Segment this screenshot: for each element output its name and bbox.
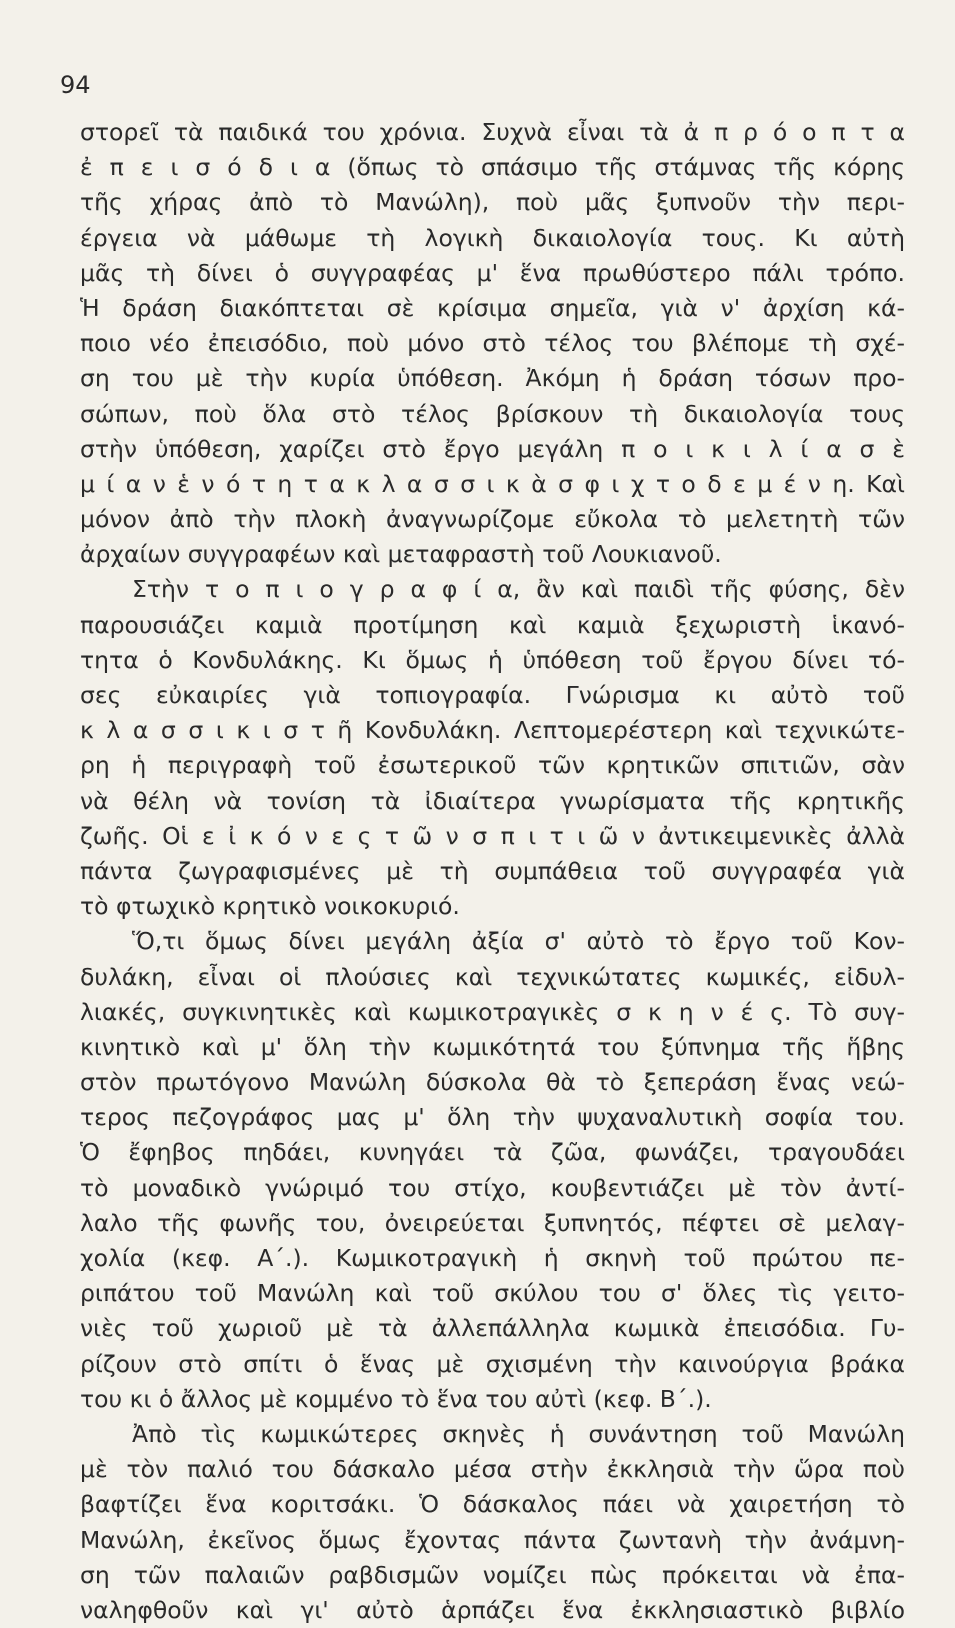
text-line: τὸ μοναδικὸ γνώριμό του στίχο, κουβεντιάζει μὲ τὸν ἀντί-: [80, 1173, 905, 1202]
text-line: ση του μὲ τὴν κυρία ὑπόθεση. Ἀκόμη ἡ δράση τόσων προ-: [80, 364, 905, 393]
text-line: στὴν ὑπόθεση, χαρίζει στὸ ἔργο μεγάλη π ο ι κ ι λ ί α σ ὲ: [80, 434, 905, 463]
text-line: χολία (κεφ. Α΄.). Κωμικοτραγικὴ ἡ σκηνὴ τοῦ πρώτου πε-: [80, 1244, 905, 1272]
text-line: Ἡ δράση διακόπτεται σὲ κρίσιμα σημεῖα, γιὰ ν' ἀρχίση κά-: [80, 293, 905, 322]
page-number: 94: [60, 71, 91, 99]
text-line: Μανώλη, ἐκεῖνος ὅμως ἔχοντας πάντα ζωντανὴ τὴν ἀνάμνη-: [80, 1525, 905, 1554]
text-line: μᾶς τὴ δίνει ὁ συγγραφέας μ' ἕνα πρωθύστερο πάλι τρόπο.: [80, 258, 905, 287]
text-line: κινητικὸ καὶ μ' ὅλη τὴν κωμικότητά του ξύπνημα τῆς ἥβης: [80, 1032, 905, 1061]
text-line: Στὴν τ ο π ι ο γ ρ α φ ί α, ἂν καὶ παιδὶ τῆς φύσης, δὲν: [132, 575, 905, 604]
text-line: σώπων, ποὺ ὅλα στὸ τέλος βρίσκουν τὴ δικαιολογία τους: [80, 399, 905, 428]
text-line: λιακές, συγκινητικὲς καὶ κωμικοτραγικὲς σ κ η ν έ ς. Τὸ συγ-: [80, 997, 905, 1026]
text-line: μ ί α ν ἑ ν ό τ η τ α κ λ α σ σ ι κ ὰ σ φ ι χ τ ο δ ε μ έ ν η. Καὶ: [80, 469, 905, 498]
text-line: μὲ τὸν παλιό του δάσκαλο μέσα στὴν ἐκκλησιὰ τὴν ὥρα ποὺ: [80, 1455, 905, 1484]
text-line: στορεῖ τὰ παιδικά του χρόνια. Συχνὰ εἶναι τὰ ἀ π ρ ό ο π τ α: [80, 118, 905, 146]
text-line: ζωῆς. Οἱ ε ἰ κ ό ν ε ς τ ῶ ν σ π ι τ ι ῶ ν ἀντικειμενικὲς ἀλλὰ: [80, 821, 905, 850]
text-line: νὰ θέλη νὰ τονίση τὰ ἰδιαίτερα γνωρίσματα τῆς κρητικῆς: [80, 786, 905, 815]
text-line: ριπάτου τοῦ Μανώλη καὶ τοῦ σκύλου του σ' ὅλες τὶς γειτο-: [80, 1279, 905, 1308]
text-line: τητα ὁ Κονδυλάκης. Κι ὅμως ἡ ὑπόθεση τοῦ ἔργου δίνει τό-: [80, 645, 905, 674]
text-line: ναληφθοῦν καὶ γι' αὐτὸ ἁρπάζει ἕνα ἐκκλησιαστικὸ βιβλίο: [80, 1595, 905, 1624]
text-line: έργεια νὰ μάθωμε τὴ λογικὴ δικαιολογία τους. Κι αὐτὴ: [80, 223, 905, 252]
text-line: μόνον ἀπὸ τὴν πλοκὴ ἀναγνωρίζομε εὔκολα τὸ μελετητὴ τῶν: [80, 505, 905, 534]
text-line: σες εὐκαιρίες γιὰ τοπιογραφία. Γνώρισμα κι αὐτὸ τοῦ: [80, 681, 905, 709]
body-text: [80, 115, 905, 1628]
text-line: τερος πεζογράφος μας μ' ὅλη τὴν ψυχαναλυτικὴ σοφία του.: [80, 1103, 905, 1132]
text-line: στὸν πρωτόγονο Μανώλη δύσκολα θὰ τὸ ξεπεράση ἕνας νεώ-: [80, 1068, 905, 1097]
text-line: Ὅ,τι ὅμως δίνει μεγάλη ἀξία σ' αὐτὸ τὸ ἔργο τοῦ Κον-: [132, 927, 905, 956]
text-line: κ λ α σ σ ι κ ι σ τ ῆ Κονδυλάκη. Λεπτομερέστερη καὶ τεχνικώτε-: [80, 716, 905, 745]
text-line: του κι ὁ ἄλλος μὲ κομμένο τὸ ἕνα του αὐτὶ (κεφ. Β΄.).: [80, 1384, 712, 1413]
text-line: δυλάκη, εἶναι οἱ πλούσιες καὶ τεχνικώτατες κωμικές, εἰδυλ-: [80, 962, 905, 991]
text-line: τῆς χήρας ἀπὸ τὸ Μανώλη), ποὺ μᾶς ξυπνοῦν τὴν περι-: [80, 188, 905, 217]
text-line: παρουσιάζει καμιὰ προτίμηση καὶ καμιὰ ξεχωριστὴ ἱκανό-: [80, 610, 905, 639]
text-line: ση τῶν παλαιῶν ραβδισμῶν νομίζει πὼς πρόκειται νὰ ἐπα-: [80, 1560, 905, 1589]
text-line: τὸ φτωχικὸ κρητικὸ νοικοκυριό.: [80, 892, 460, 921]
text-line: λαλο τῆς φωνῆς του, ὀνειρεύεται ξυπνητός, πέφτει σὲ μελαγ-: [80, 1208, 905, 1237]
text-line: ρη ἡ περιγραφὴ τοῦ ἐσωτερικοῦ τῶν κρητικῶν σπιτιῶν, σὰν: [80, 751, 905, 780]
text-line: πάντα ζωγραφισμένες μὲ τὴ συμπάθεια τοῦ συγγραφέα γιὰ: [80, 856, 905, 885]
text-line: Ἀπὸ τὶς κωμικώτερες σκηνὲς ἡ συνάντηση τοῦ Μανώλη: [132, 1419, 905, 1448]
text-line: Ὁ ἔφηβος πηδάει, κυνηγάει τὰ ζῶα, φωνάζει, τραγουδάει: [80, 1138, 905, 1167]
text-line: ἐ π ε ι σ ό δ ι α (ὅπως τὸ σπάσιμο τῆς στάμνας τῆς κόρης: [80, 153, 905, 182]
text-line: νιὲς τοῦ χωριοῦ μὲ τὰ ἀλλεπάλληλα κωμικὰ ἐπεισόδια. Γυ-: [80, 1314, 905, 1343]
text-line: ποιο νέο ἐπεισόδιο, ποὺ μόνο στὸ τέλος του βλέπομε τὴ σχέ-: [80, 329, 905, 358]
text-line: βαφτίζει ἕνα κοριτσάκι. Ὁ δάσκαλος πάει νὰ χαιρετήση τὸ: [80, 1490, 905, 1519]
text-line: ρίζουν στὸ σπίτι ὁ ἕνας μὲ σχισμένη τὴν καινούργια βράκα: [80, 1349, 905, 1378]
text-line: ἀρχαίων συγγραφέων καὶ μεταφραστὴ τοῦ Λουκιανοῦ.: [80, 540, 722, 569]
